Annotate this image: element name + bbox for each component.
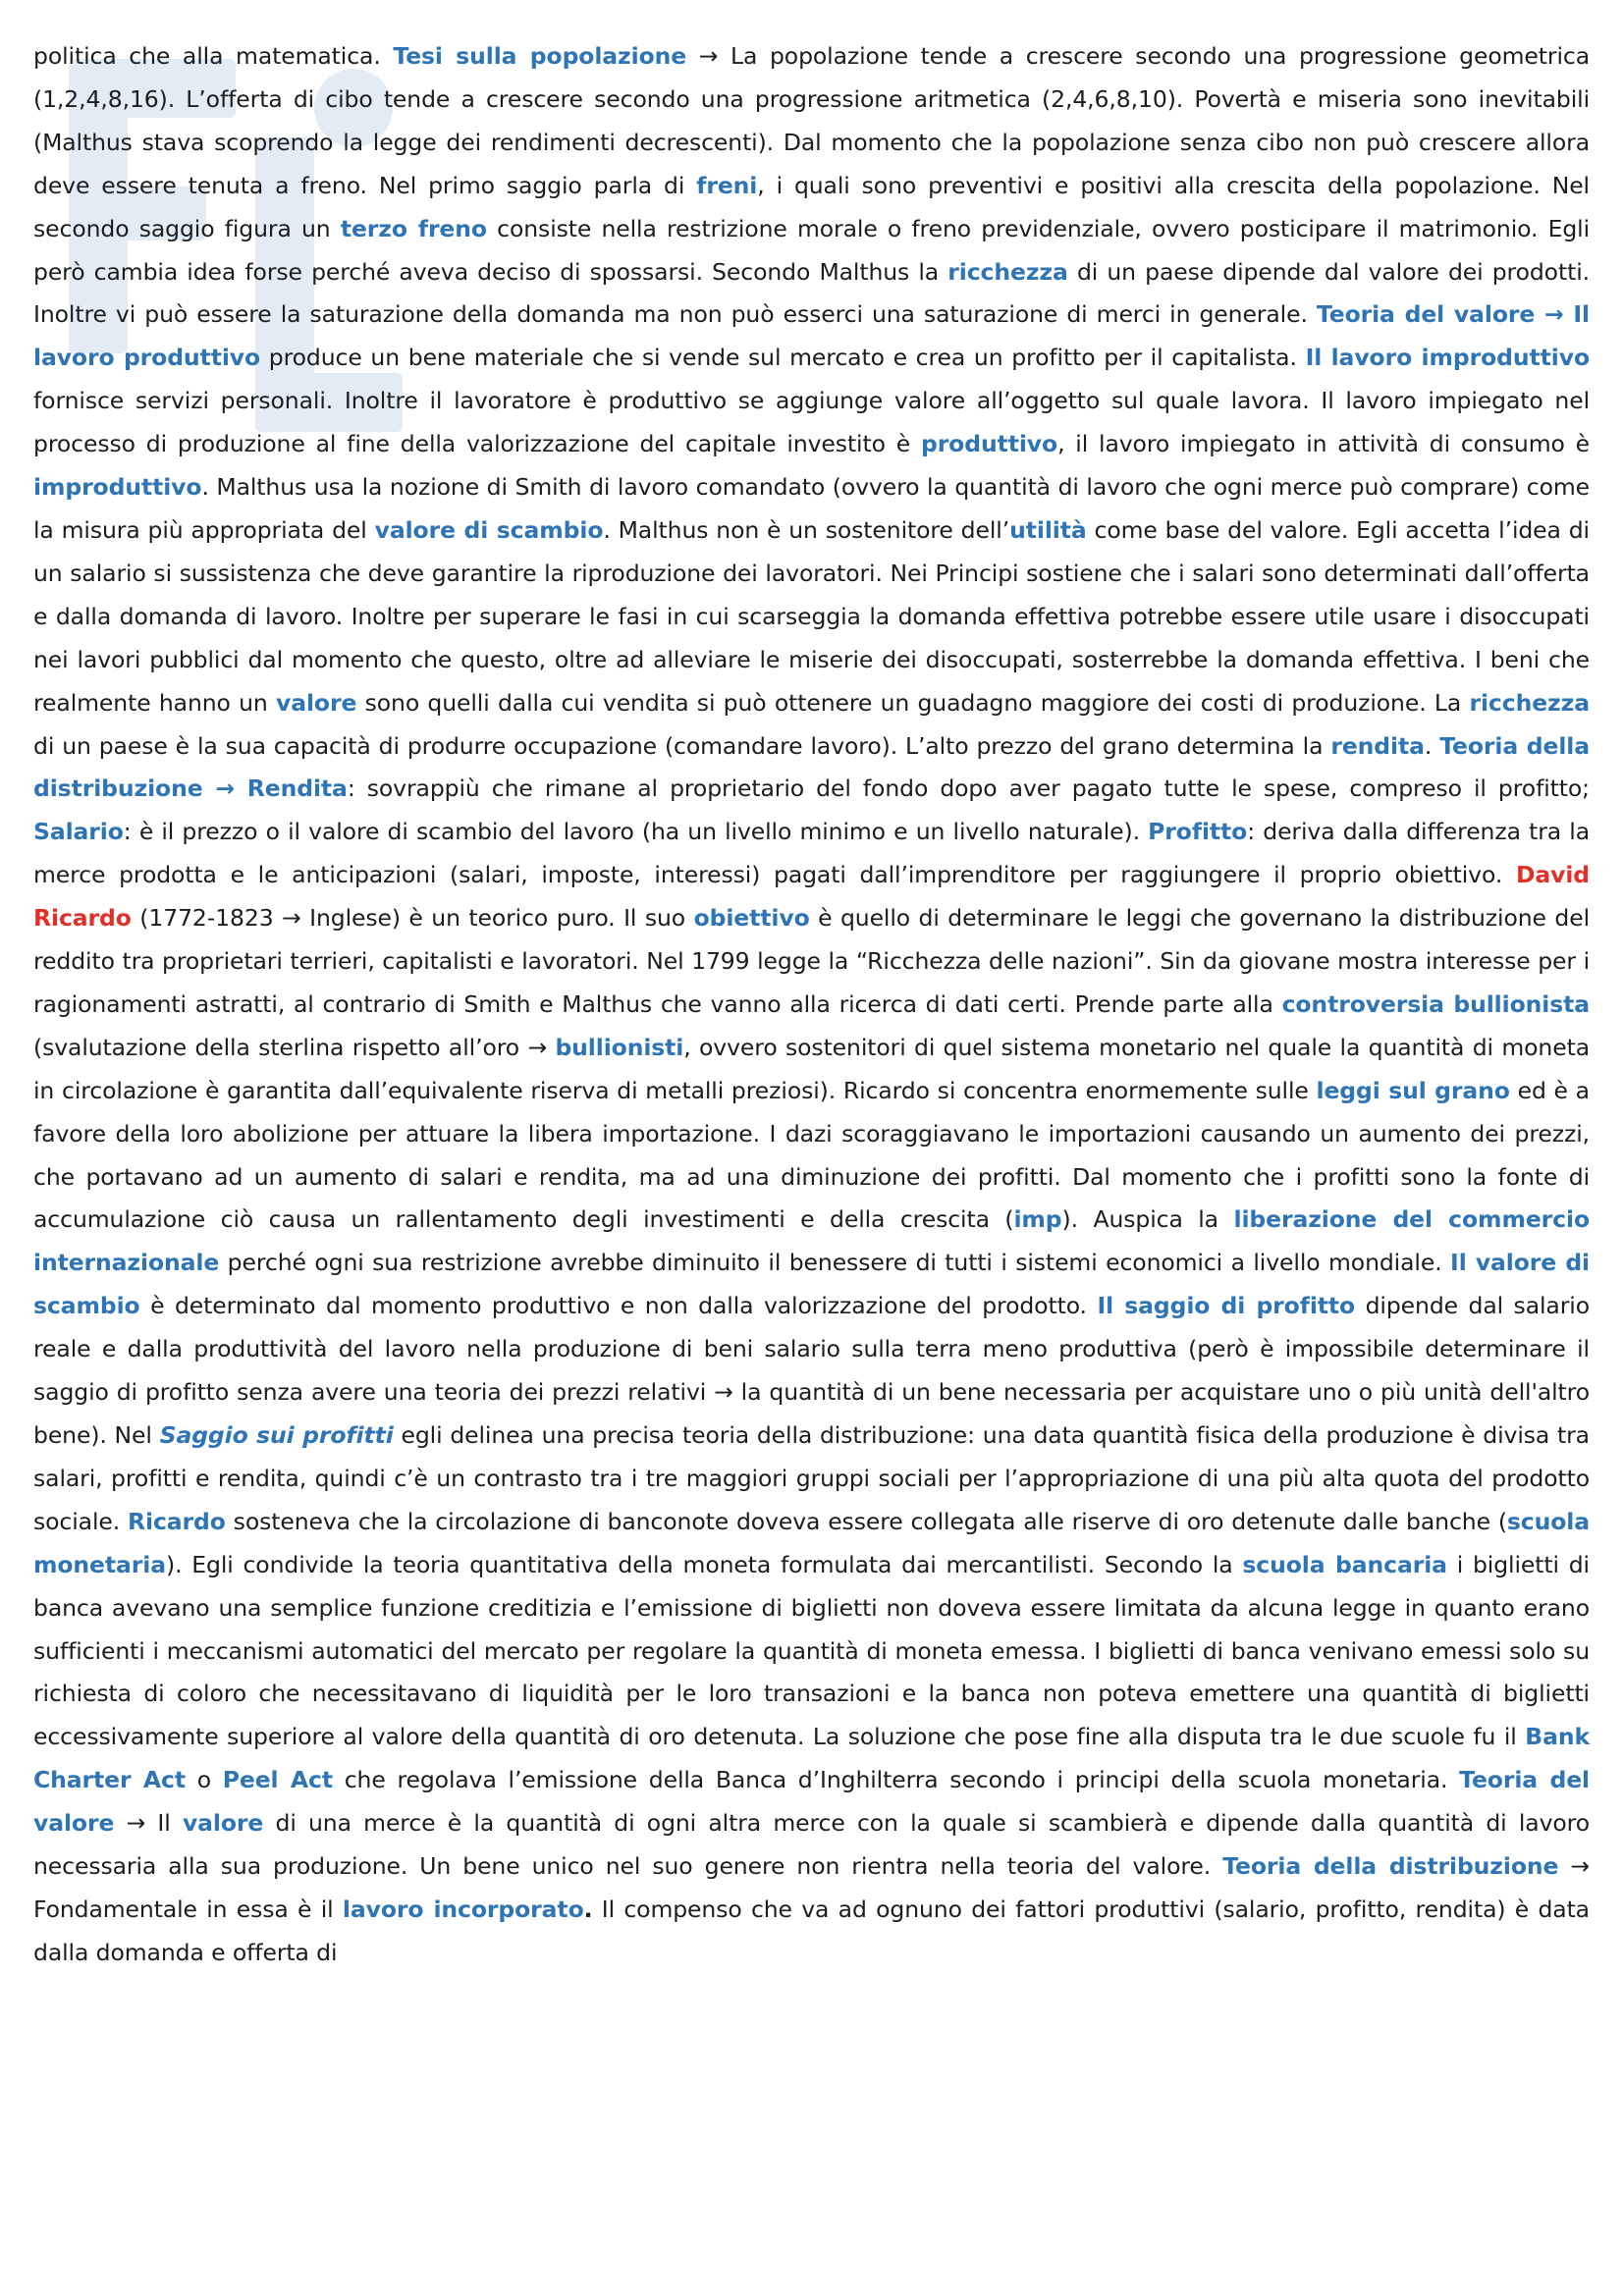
author-name: David Ricardo	[33, 861, 1590, 933]
keyword: Teoria del valore	[33, 1766, 1590, 1838]
text-run: → Il	[114, 1809, 183, 1838]
text-run: , il lavoro impiegato in attività di consumo è	[1057, 430, 1591, 458]
keyword: Il lavoro improduttivo	[1305, 344, 1590, 372]
keyword: Peel Act	[222, 1766, 333, 1794]
text-run: egli delinea una precisa teoria della distribuzione: una data quantità fisica della produzione è divisa tra salari, profitti e rendita, quindi c’è un contrasto tra i tre maggiori gruppi sociali per l’appropriazione di una più alta quota del prodotto sociale.	[33, 1421, 1590, 1535]
text-run: . Malthus usa la nozione di Smith di lavoro comandato (ovvero la quantità di lavoro che ogni merce può comprare) come la misura più appropriata del	[33, 473, 1590, 544]
keyword: liberazione del commercio internazionale	[33, 1205, 1590, 1277]
keyword: Il saggio di profitto	[1097, 1292, 1356, 1320]
text-run: fornisce servizi personali. Inoltre il lavoratore è produttivo se aggiunge valore all’oggetto sul quale lavora. Il lavoro impiegato nel processo di produzione al fine della valorizzazione del capitale investito è	[33, 387, 1590, 458]
text-run: (svalutazione della sterlina rispetto all’oro →	[33, 1033, 556, 1061]
keyword: valore di scambio	[374, 515, 604, 544]
keyword: valore	[276, 688, 357, 717]
text-run: i biglietti di banca avevano una semplice funzione creditizia e l’emissione di biglietti non doveva essere limitata da alcuna legge in quanto erano sufficienti i meccanismi automatici del mercato per regolare la quantità di moneta emessa. I biglietti di banca venivano emessi solo su richiesta di coloro che necessitavano di liquidità per le loro transazioni e la banca non poteva emettere una quantità di biglietti eccessivamente superiore al valore della quantità di oro detenuta. La soluzione che pose fine alla disputa tra le due scuole fu il	[33, 1550, 1590, 1751]
keyword: Il valore di scambio	[33, 1249, 1590, 1320]
keyword: obiettivo	[693, 904, 810, 933]
keyword-italic: Saggio sui profitti	[159, 1421, 394, 1449]
keyword: scuola bancaria	[1242, 1550, 1447, 1578]
keyword: ricchezza	[947, 257, 1068, 286]
text-run: ). Egli condivide la teoria quantitativa della moneta formulata dai mercantilisti. Secondo la	[166, 1550, 1243, 1578]
text-run: o	[185, 1766, 223, 1794]
keyword: terzo freno	[340, 214, 487, 242]
keyword: imp	[1013, 1205, 1062, 1234]
text-run: è quello di determinare le leggi che governano la distribuzione del reddito tra proprietari terrieri, capitalisti e lavoratori. Nel 1799 legge la “Ricchezza delle nazioni”. Sin da giovane mostra interesse per i ragionamenti astratti, al contrario di Smith e Malthus che vanno alla ricerca di dati certi. Prende parte alla	[33, 904, 1591, 1018]
text-run: .	[1424, 731, 1440, 760]
keyword: leggi sul grano	[1316, 1076, 1510, 1104]
keyword: controversia bullionista	[1281, 989, 1590, 1018]
keyword: freni	[696, 171, 758, 199]
text-run: . Malthus non è un sostenitore dell’	[603, 515, 1010, 544]
keyword: Teoria della distribuzione	[1222, 1852, 1559, 1881]
text-run: di un paese dipende dal valore dei prodotti. Inoltre vi può essere la saturazione della domanda ma non può esserci una saturazione di merci in generale.	[33, 257, 1590, 329]
text-run: di una merce è la quantità di ogni altra merce con la quale si scambierà e dipende dalla quantità di lavoro necessaria alla sua produzione. Un bene unico nel suo genere non rientra nella teoria del valore.	[33, 1809, 1590, 1881]
text-run: , i quali sono preventivi e positivi alla crescita della popolazione. Nel secondo saggio figura un	[33, 171, 1590, 242]
text-run: → La popolazione tende a crescere secondo una progressione geometrica (1,2,4,8,16). L’offerta di cibo tende a crescere secondo una progressione aritmetica (2,4,6,8,10). Povertà e miseria sono inevitabili (Malthus stava scoprendo la legge dei rendimenti decrescenti). Dal momento che la popolazione senza cibo non può crescere allora deve essere tenuta a freno. Nel primo saggio parla di	[33, 42, 1590, 199]
text-run: : sovrappiù che rimane al proprietario del fondo dopo aver pagato tutte le spese, compreso il profitto;	[347, 774, 1590, 803]
document-page	[33, 35, 1590, 1975]
keyword: Tesi sulla popolazione	[393, 42, 687, 70]
text-run: Il compenso che va ad ognuno dei fattori produttivi (salario, profitto, rendita) è data dalla domanda e offerta di	[33, 1895, 1590, 1966]
keyword: bullionisti	[555, 1033, 684, 1061]
text-run: → Fondamentale in essa è il	[33, 1852, 1590, 1923]
keyword: improduttivo	[33, 473, 202, 502]
keyword: ricchezza	[1469, 688, 1590, 717]
keyword: Teoria della distribuzione → Rendita	[33, 731, 1590, 803]
text-run: dipende dal salario reale e dalla produttività del lavoro nella produzione di beni salario sulla terra meno produttiva (però è impossibile determinare il saggio di profitto senza avere una teoria dei prezzi relativi → la quantità di un bene necessaria per acquistare uno o più unità dell'altro bene). Nel	[33, 1292, 1591, 1449]
keyword: lavoro incorporato	[342, 1895, 584, 1923]
keyword: Ricardo	[128, 1507, 226, 1535]
text-run: come base del valore. Egli accetta l’idea di un salario si sussistenza che deve garantire la riproduzione dei lavoratori. Nei Principi sostiene che i salari sono determinati dall’offerta e dalla domanda di lavoro. Inoltre per superare le fasi in cui scarseggia la domanda effettiva potrebbe essere utile usare i disoccupati nei lavori pubblici dal momento che questo, oltre ad alleviare le miserie dei disoccupati, sosterrebbe la domanda effettiva. I beni che realmente hanno un	[33, 515, 1590, 717]
keyword: rendita	[1330, 731, 1425, 760]
text-run: (1772-1823 → Inglese) è un teorico puro. Il suo	[131, 904, 694, 933]
keyword: Profitto	[1148, 818, 1248, 846]
text-run: di un paese è la sua capacità di produrre occupazione (comandare lavoro). L’alto prezzo del grano determina la	[33, 731, 1331, 760]
text-run: : è il prezzo o il valore di scambio del lavoro (ha un livello minimo e un livello naturale).	[123, 818, 1149, 846]
bold-text: .	[583, 1895, 593, 1923]
text-run: consiste nella restrizione morale o freno previdenziale, ovvero posticipare il matrimonio. Egli però cambia idea forse perché aveva deciso di spossarsi. Secondo Malthus la	[33, 214, 1590, 286]
text-run: perché ogni sua restrizione avrebbe diminuito il benessere di tutti i sistemi economici a livello mondiale.	[219, 1249, 1451, 1277]
text-run: produce un bene materiale che si vende sul mercato e crea un profitto per il capitalista.	[260, 344, 1306, 372]
text-run: è determinato dal momento produttivo e non dalla valorizzazione del prodotto.	[139, 1292, 1098, 1320]
keyword: produttivo	[920, 430, 1058, 458]
keyword: Bank Charter Act	[33, 1723, 1590, 1794]
text-run: sono quelli dalla cui vendita si può ottenere un guadagno maggiore dei costi di produzione. La	[356, 688, 1470, 717]
keyword: utilità	[1009, 515, 1087, 544]
keyword: Salario	[33, 818, 124, 846]
text-run: ). Auspica la	[1061, 1205, 1234, 1234]
keyword: Teoria del valore → Il lavoro produttivo	[33, 300, 1590, 372]
keyword: valore	[182, 1809, 264, 1838]
text-run: politica che alla matematica.	[33, 42, 394, 70]
text-run: ed è a favore della loro abolizione per attuare la libera importazione. I dazi scoraggiavano le importazioni causando un aumento dei prezzi, che portavano ad un aumento di salari e rendita, ma ad una diminuzione dei profitti. Dal momento che i profitti sono la fonte di accumulazione ciò causa un rallentamento degli investimenti e della crescita (	[33, 1076, 1590, 1234]
text-run: che regolava l’emissione della Banca d’Inghilterra secondo i principi della scuola monetaria.	[333, 1766, 1460, 1794]
text-run: sosteneva che la circolazione di banconote doveva essere collegata alle riserve di oro detenute dalle banche (	[225, 1507, 1507, 1535]
keyword: scuola monetaria	[33, 1507, 1590, 1578]
text-run: : deriva dalla differenza tra la merce prodotta e le anticipazioni (salari, imposte, interessi) pagati dall’imprenditore per raggiungere il proprio obiettivo.	[33, 818, 1590, 889]
document-paragraph	[33, 35, 1590, 1975]
text-run: , ovvero sostenitori di quel sistema monetario nel quale la quantità di moneta in circolazione è garantita dall’equivalente riserva di metalli preziosi). Ricardo si concentra enormemente sulle	[33, 1033, 1590, 1104]
